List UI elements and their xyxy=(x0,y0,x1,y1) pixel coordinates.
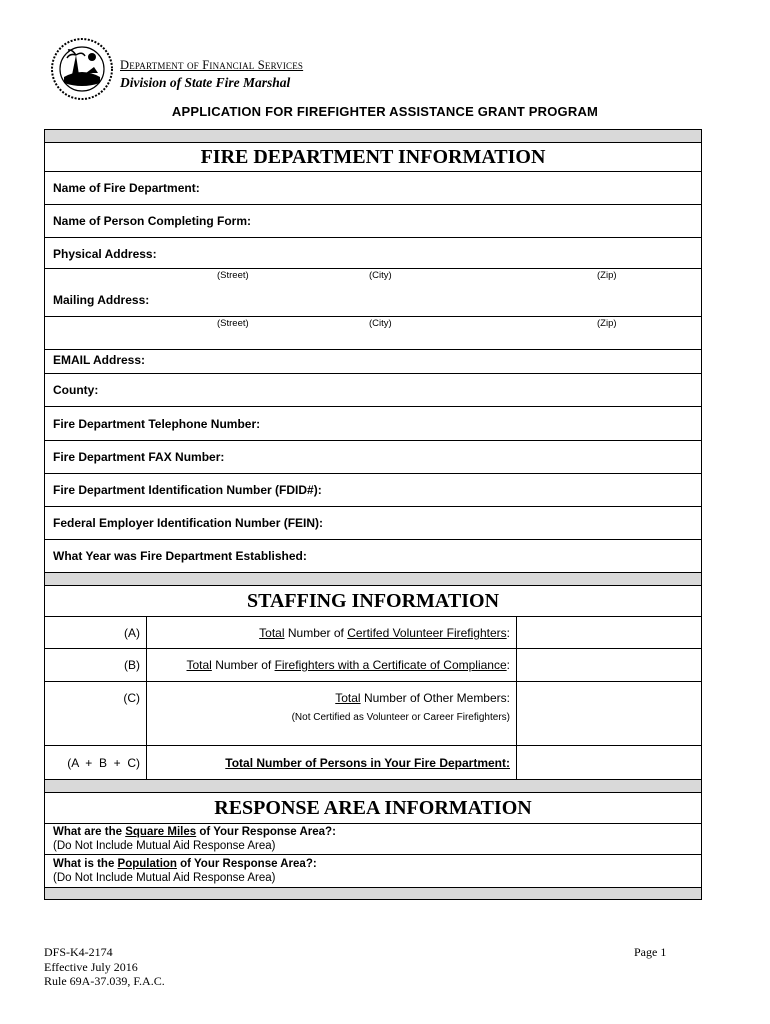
row-b-input[interactable] xyxy=(517,649,701,681)
physical-city-caption: (City) xyxy=(369,270,392,281)
row-c-note: (Not Certified as Volunteer or Career Firefighters) xyxy=(291,712,510,723)
fire-department-name-label: Name of Fire Department: xyxy=(53,181,200,195)
staffing-row-a xyxy=(45,617,701,649)
fdid-field[interactable] xyxy=(45,474,701,507)
email-address-label: EMAIL Address: xyxy=(53,353,146,367)
staffing-row-b xyxy=(45,649,701,682)
fein-field[interactable] xyxy=(45,507,701,540)
fax-label: Fire Department FAX Number: xyxy=(53,450,225,464)
effective-date: Effective July 2016 xyxy=(44,959,138,974)
total-tag: (A + B + C) xyxy=(45,746,147,779)
row-c-tag: (C) xyxy=(45,682,147,745)
population-field[interactable] xyxy=(45,855,701,888)
person-completing-form-label: Name of Person Completing Form: xyxy=(53,214,252,228)
row-b-tag: (B) xyxy=(45,649,147,681)
mailing-address-line xyxy=(45,316,701,317)
row-a-mid: Number of xyxy=(284,626,348,640)
fax-field[interactable] xyxy=(45,441,701,474)
fein-label: Federal Employer Identification Number (FEIN): xyxy=(53,516,324,530)
fdid-label: Fire Department Identification Number (FDID#): xyxy=(53,483,322,497)
staffing-section-title: STAFFING INFORMATION xyxy=(45,586,701,617)
row-a-label xyxy=(147,617,517,648)
email-address-field[interactable] xyxy=(45,336,701,374)
county-label: County: xyxy=(53,383,99,397)
form-id: DFS-K4-2174 xyxy=(44,945,113,959)
physical-address-field[interactable] xyxy=(53,247,157,261)
row-a-colon: : xyxy=(506,626,510,640)
physical-address-line xyxy=(45,268,701,269)
mailing-zip-caption: (Zip) xyxy=(597,318,617,329)
department-name: Department of Financial Services xyxy=(120,58,304,72)
row-c-input[interactable] xyxy=(517,682,701,745)
total-input[interactable] xyxy=(517,746,701,779)
person-completing-form-field[interactable] xyxy=(45,205,701,238)
row-a-category: Certifed Volunteer Firefighters xyxy=(347,626,507,640)
document-title: APPLICATION FOR FIREFIGHTER ASSISTANCE GRANT PROGRAM xyxy=(171,104,599,119)
page-number: Page 1 xyxy=(634,945,667,959)
county-field[interactable] xyxy=(45,374,701,407)
fire-department-name-field[interactable] xyxy=(45,172,701,205)
staffing-total-row xyxy=(45,746,701,780)
row-b-label xyxy=(147,649,517,681)
application-form xyxy=(44,129,702,900)
staffing-row-c xyxy=(45,682,701,746)
year-established-field[interactable] xyxy=(45,540,701,573)
row-b-colon: : xyxy=(506,658,510,672)
row-c-label xyxy=(147,682,517,745)
section-separator xyxy=(45,780,701,793)
telephone-label: Fire Department Telephone Number: xyxy=(53,417,261,431)
physical-address-label: Physical Address: xyxy=(53,247,157,261)
row-b-category: Firefighters with a Certificate of Compliance xyxy=(274,658,507,672)
fire-department-section-title: FIRE DEPARTMENT INFORMATION xyxy=(45,143,701,172)
telephone-field[interactable] xyxy=(45,407,701,441)
physical-zip-caption: (Zip) xyxy=(597,270,617,281)
state-seal-logo xyxy=(50,37,114,101)
rule-reference: Rule 69A-37.039, F.A.C. xyxy=(44,974,165,988)
row-a-total-word: Total xyxy=(259,626,285,640)
total-label-text: Total Number of Persons in Your Fire Department: xyxy=(225,756,510,770)
row-a-tag: (A) xyxy=(45,617,147,648)
mailing-address-label: Mailing Address: xyxy=(53,293,150,307)
section-separator xyxy=(45,130,701,143)
address-block xyxy=(45,238,701,350)
division-name: Division of State Fire Marshal xyxy=(120,75,291,90)
square-miles-note: (Do Not Include Mutual Aid Response Area) xyxy=(53,840,276,852)
section-separator xyxy=(45,888,701,899)
row-b-total-word: Total xyxy=(186,658,212,672)
row-b-mid: Number of xyxy=(211,658,275,672)
physical-street-caption: (Street) xyxy=(217,270,249,281)
square-miles-field[interactable] xyxy=(45,824,701,855)
square-miles-question: What are the Square Miles of Your Response Area?: xyxy=(53,826,336,838)
mailing-address-field[interactable] xyxy=(53,293,149,307)
row-c-total-word: Total xyxy=(335,691,361,705)
population-note: (Do Not Include Mutual Aid Response Area) xyxy=(53,872,276,884)
mailing-street-caption: (Street) xyxy=(217,318,249,329)
row-c-mid: Number of Other Members: xyxy=(360,691,510,705)
section-separator xyxy=(45,573,701,586)
response-section-title: RESPONSE AREA INFORMATION xyxy=(45,793,701,824)
row-a-input[interactable] xyxy=(517,617,701,648)
form-footer xyxy=(44,945,165,989)
mailing-city-caption: (City) xyxy=(369,318,392,329)
year-established-label: What Year was Fire Department Established: xyxy=(53,549,307,563)
total-label xyxy=(147,746,517,779)
population-question: What is the Population of Your Response Area?: xyxy=(53,858,317,870)
